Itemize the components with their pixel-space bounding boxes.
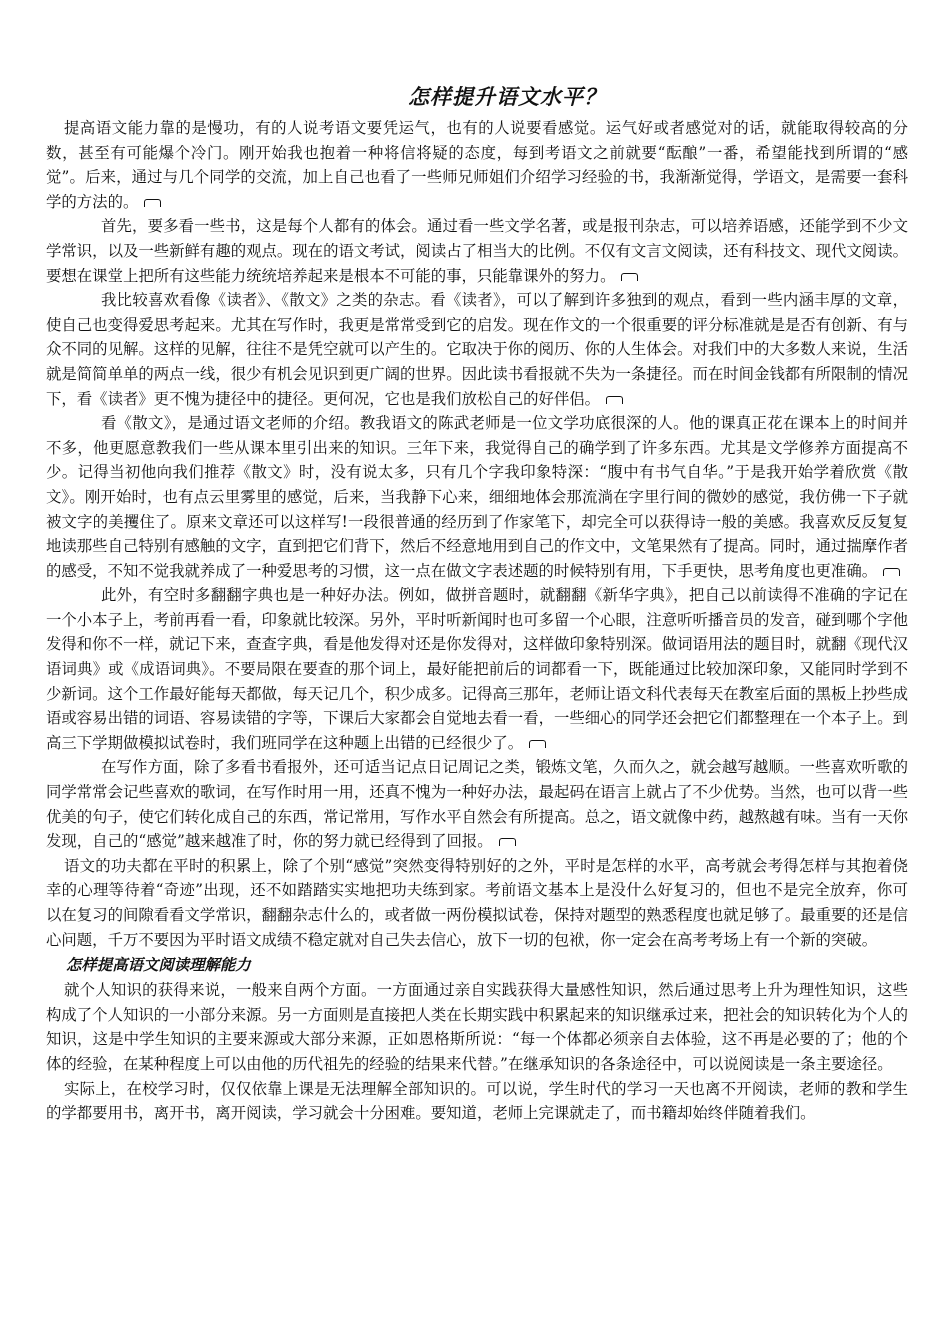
paragraph-reading — [46, 1077, 908, 1126]
paragraph-text: 语文的功夫都在平时的积累上，除了个别“感觉”突然变得特别好的之外，平时是怎样的水平，高考就会考得怎样与其抱着侥幸的心理等待着“奇迹”出现，还不如踏踏实实地把功夫练到家。考前语文基本上是没什么好复习的，但也不是完全放弃，你可以在复习的间隙看看文学常识，翻翻杂志什么的，或者做一两份模拟试卷，保持对题型的熟悉程度也就足够了。最重要的还是信心问题，千万不要因为平时语文成绩不稳定就对自己失去信心，放下一切的包袱，你一定会在高考考场上有一个新的突破。 — [46, 856, 908, 949]
paragraph-knowledge — [46, 978, 908, 1076]
paragraph-accumulation — [46, 854, 908, 952]
paragraph-end-mark-icon — [883, 568, 900, 576]
paragraph-end-mark-icon — [499, 838, 516, 846]
paragraph-writing — [46, 755, 908, 853]
paragraph-text: 首先，要多看一些书，这是每个人都有的体会。通过看一些文学名著，或是报刊杂志，可以培养语感，还能学到不少文学常识，以及一些新鲜有趣的观点。现在的语文考试，阅读占了相当大的比例。不仅有文言文阅读，还有科技文、现代文阅读。要想在课堂上把所有这些能力统统培养起来是根本不可能的事，只能靠课外的努力。 — [46, 217, 908, 285]
paragraph-text: 此外，有空时多翻翻字典也是一种好办法。例如，做拼音题时，就翻翻《新华字典》，把自己以前读得不准确的字记在一个小本子上，考前再看一看，印象就比较深。另外，平时听新闻时也可多留一个心眼，注意听听播音员的发音，碰到哪个字他发得和你不一样，就记下来，查查字典，看是他发得对还是你发得对，这样做印象特别深。做词语用法的题目时，就翻《现代汉语词典》或《成语词典》。不要局限在要查的那个词上，最好能把前后的词都看一下，既能通过比较加深印象，又能同时学到不少新词。这个工作最好能每天都做，每天记几个，积少成多。记得高三那年，老师让语文科代表每天在教室后面的黑板上抄些成语或容易出错的词语、容易读错的字等，下课后大家都会自觉地去看一看，一些细心的同学还会把它们都整理在一个本子上。到高三下学期做模拟试卷时，我们班同学在这种题上出错的已经很少了。 — [46, 586, 908, 752]
paragraph-dictionary — [46, 583, 908, 755]
document-page — [46, 82, 908, 1126]
paragraph-text: 就个人知识的获得来说，一般来自两个方面。一方面通过亲自实践获得大量感性知识，然后通过思考上升为理性知识，这些构成了个人知识的一小部分来源。另一方面则是直接把人类在长期实践中积累起来的知识继承过来，把社会的知识转化为个人的知识，这是中学生知识的主要来源或大部分来源，正如恩格斯所说：“每一个体都必须亲自去体验，这不再是必要的了；他的个体的经验，在某种程度上可以由他的历代祖先的经验的结果来代替。”在继承知识的各条途径中，可以说阅读是一条主要途径。 — [46, 981, 908, 1073]
paragraph-text: 实际上，在校学习时，仅仅依靠上课是无法理解全部知识的。可以说，学生时代的学习一天也离不开阅读，老师的教和学生的学都要用书，离开书，离开阅读，学习就会十分困难。要知道，老师上完课就走了，而书籍却始终伴随着我们。 — [46, 1079, 908, 1123]
paragraph-read-more — [46, 214, 908, 288]
paragraph-text: 提高语文能力靠的是慢功，有的人说考语文要凭运气，也有的人说要看感觉。运气好或者感觉对的话，就能取得较高的分数，甚至有可能爆个冷门。刚开始我也抱着一种将信将疑的态度，每到考语文之前就要“酝酿”一番，希望能找到所谓的“感觉”。后来，通过与几个同学的交流，加上自己也看了一些师兄师姐们介绍学习经验的书，我渐渐觉得，学语文，是需要一套科学的方法的。 — [46, 119, 908, 211]
paragraph-text: 我比较喜欢看像《读者》、《散文》之类的杂志。看《读者》，可以了解到许多独到的观点，看到一些内涵丰厚的文章，使自己也变得爱思考起来。尤其在写作时，我更是常常受到它的启发。现在作文的一个很重要的评分标准就是是否有创新、有与众不同的见解。这样的见解，往往不是凭空就可以产生的。它取决于你的阅历、你的人生体会。对我们中的大多数人来说，生活就是简简单单的两点一线，很少有机会见识到更广阔的世界。因此读书看报就不失为一条捷径。而在时间金钱都有所限制的情况下，看《读者》更不愧为捷径中的捷径。更何况，它也是我们放松自己的好伴侣。 — [46, 291, 908, 408]
paragraph-text: 在写作方面，除了多看书看报外，还可适当记点日记周记之类，锻炼文笔，久而久之，就会越写越顺。一些喜欢听歌的同学常常会记些喜欢的歌词，在写作时用一用，还真不愧为一种好办法，最起码在语言上就占了不少优势。当然，也可以背一些优美的句子，使它们转化成自己的东西，常记常用，写作水平自然会有所提高。总之，语文就像中药，越熬越有味。当有一天你发现，自己的“感觉”越来越准了时，你的努力就已经得到了回报。 — [46, 758, 908, 851]
section-heading: 怎样提高语文阅读理解能力 — [66, 956, 251, 975]
paragraph-intro — [46, 116, 908, 214]
paragraph-end-mark-icon — [529, 740, 546, 748]
page-title: 怎样提升语文水平？ — [408, 84, 606, 109]
paragraph-end-mark-icon — [606, 396, 623, 404]
paragraph-text: 看《散文》，是通过语文老师的介绍。教我语文的陈武老师是一位文学功底很深的人。他的课真正花在课本上的时间并不多，他更愿意教我们一些从课本里引出来的知识。三年下来，我觉得自己的确学到了许多东西。尤其是文学修养方面提高不少。记得当初他向我们推荐《散文》时，没有说太多，只有几个字我印象特深：“腹中有书气自华。”于是我开始学着欣赏《散文》。刚开始时，也有点云里雾里的感觉，后来，当我静下心来，细细地体会那流淌在字里行间的微妙的感觉，我仿佛一下子就被文字的美攫住了。原来文章还可以这样写!一段很普通的经历到了作家笔下，却完全可以获得诗一般的美感。我喜欢反反复复地读那些自己特别有感触的文字，直到把它们背下，然后不经意地用到自己的作文中，文笔果然有了提高。同时，通过揣摩作者的感受，不知不觉我就养成了一种爱思考的习惯，这一点在做文字表述题的时候特别有用，下手更快，思考角度也更准确。 — [46, 414, 908, 580]
paragraph-duzhe — [46, 288, 908, 411]
paragraph-sanwen — [46, 411, 908, 583]
paragraph-end-mark-icon — [144, 199, 161, 207]
paragraph-end-mark-icon — [621, 273, 638, 281]
